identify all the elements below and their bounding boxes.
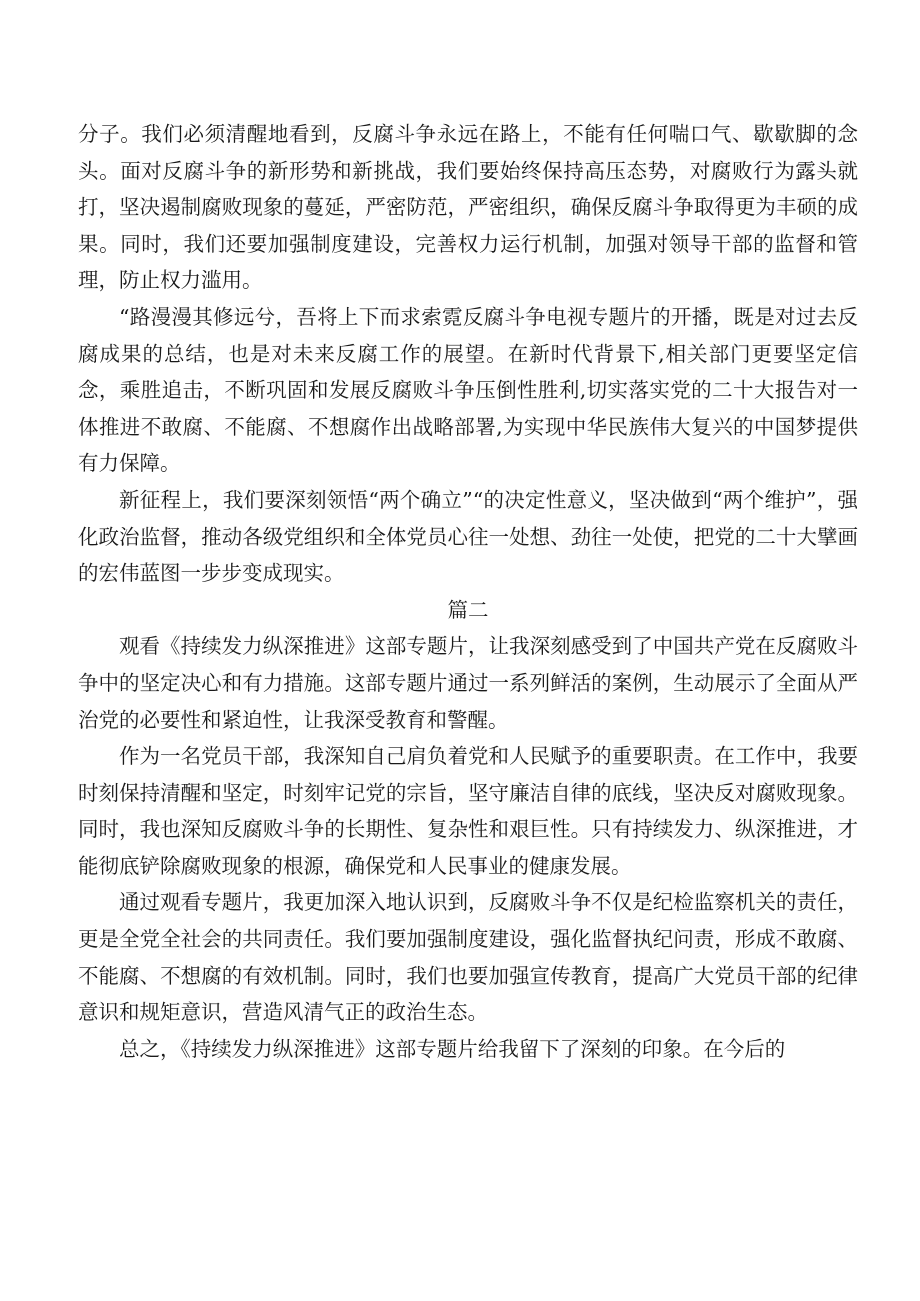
paragraph-continuation: 分子。我们必须清醒地看到，反腐斗争永远在路上，不能有任何喘口气、歇歇脚的念头。面对反腐斗争的新形势和新挑战，我们要始终保持高压态势，对腐败行为露头就打，坚决遏制腐败现象的蔓延，严密防范，严密组织，确保反腐斗争取得更为丰硕的成果。同时，我们还要加强制度建设，完善权力运行机制，加强对领导干部的监督和管理，防止权力滥用。 <box>78 122 858 293</box>
paragraph-understanding: 通过观看专题片，我更加深入地认识到，反腐败斗争不仅是纪检监察机关的责任，更是全党全社会的共同责任。我们要加强制度建设，强化监督执纪问责，形成不敢腐、不能腐、不想腐的有效机制。同时，我们也要加强宣传教育，提高广大党员干部的纪律意识和规矩意识，营造风清气正的政治生态。 <box>78 890 858 1025</box>
paragraph-watch-film: 观看《持续发力纵深推进》这部专题片，让我深刻感受到了中国共产党在反腐败斗争中的坚定决心和有力措施。这部专题片通过一系列鲜活的案例，生动展示了全面从严治党的必要性和紧迫性，让我深受教育和警醒。 <box>78 634 858 732</box>
paragraph-quote: “路漫漫其修远兮，吾将上下而求索霓反腐斗争电视专题片的开播，既是对过去反腐成果的总结，也是对未来反腐工作的展望。在新时代背景下,相关部门更要坚定信念，乘胜追击，不断巩固和发展反腐败斗争压倒性胜利,切实落实党的二十大报告对一体推进不敢腐、不能腐、不想腐作出战略部署,为实现中华民族伟大复兴的中国梦提供有力保障。 <box>78 304 858 476</box>
paragraph-new-journey: 新征程上，我们要深刻领悟“两个确立”“的决定性意义，坚决做到“两个维护”，强化政治监督，推动各级党组织和全体党员心往一处想、劲往一处使，把党的二十大擘画的宏伟蓝图一步步变成现实。 <box>78 487 858 586</box>
section-title: 篇二 <box>447 597 489 622</box>
document-body <box>78 116 858 1067</box>
paragraph-conclusion: 总之，《持续发力纵深推进》这部专题片给我留下了深刻的印象。在今后的 <box>119 1036 786 1061</box>
paragraph-party-cadre: 作为一名党员干部，我深知自己肩负着党和人民赋予的重要职责。在工作中，我要时刻保持清醒和坚定，时刻牢记党的宗旨，坚守廉洁自律的底线，坚决反对腐败现象。同时，我也深知反腐败斗争的长期性、复杂性和艰巨性。只有持续发力、纵深推进，才能彻底铲除腐败现象的根源，确保党和人民事业的健康发展。 <box>78 744 858 878</box>
